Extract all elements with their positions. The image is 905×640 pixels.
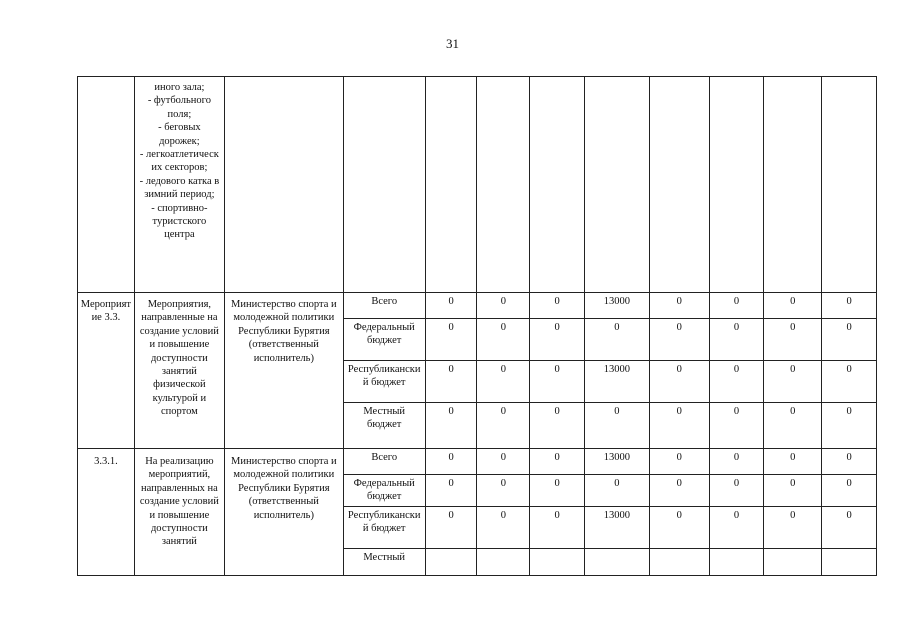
funding-source: Федеральный бюджет	[343, 319, 425, 361]
funding-value: 0	[822, 507, 877, 549]
funding-value: 0	[425, 319, 477, 361]
funding-value: 0	[477, 475, 530, 507]
funding-value: 0	[477, 449, 530, 475]
funding-value	[822, 549, 877, 576]
description-line: - футбольного поля;	[147, 95, 211, 120]
funding-value: 0	[649, 449, 709, 475]
funding-value: 0	[530, 293, 585, 319]
description-line: иного зала;	[154, 82, 205, 93]
funding-value: 0	[709, 319, 764, 361]
measure-name: На реализацию мероприятий, направленных на создание условий и повышение доступности занятий	[134, 449, 224, 576]
funding-value: 13000	[584, 507, 649, 549]
continuation-description	[134, 77, 224, 293]
measure-name: Мероприятия, направленные на создание условий и повышение доступности занятий физической культурой и спортом	[134, 293, 224, 449]
funding-value: 0	[584, 403, 649, 449]
funding-value: 0	[764, 507, 822, 549]
description-line: - легкоатлетическ их секторов;	[139, 149, 219, 174]
funding-value: 0	[649, 319, 709, 361]
funding-value: 0	[530, 475, 585, 507]
measure-executor: Министерство спорта и молодежной политики Республики Бурятия (ответственный исполнитель)	[225, 293, 344, 449]
funding-value: 0	[649, 507, 709, 549]
funding-source: Всего	[343, 293, 425, 319]
empty-cell	[78, 77, 135, 293]
program-table	[77, 76, 877, 576]
empty-cell	[822, 77, 877, 293]
funding-value: 0	[709, 361, 764, 403]
funding-value: 0	[764, 319, 822, 361]
empty-cell	[530, 77, 585, 293]
funding-value	[425, 549, 477, 576]
empty-cell	[477, 77, 530, 293]
funding-value: 0	[530, 449, 585, 475]
funding-source: Всего	[343, 449, 425, 475]
funding-source: Республиканский бюджет	[343, 507, 425, 549]
funding-value: 0	[822, 475, 877, 507]
funding-value: 0	[764, 449, 822, 475]
description-line: - ледового катка в зимний период;	[139, 175, 220, 201]
description-line: - спортивно-туристского центра	[151, 202, 208, 241]
empty-cell	[584, 77, 649, 293]
funding-value: 0	[425, 449, 477, 475]
funding-value: 0	[584, 319, 649, 361]
funding-value	[709, 549, 764, 576]
funding-value: 0	[425, 361, 477, 403]
funding-value: 0	[709, 403, 764, 449]
funding-value: 0	[709, 475, 764, 507]
empty-cell	[225, 77, 344, 293]
empty-cell	[709, 77, 764, 293]
funding-value: 0	[709, 449, 764, 475]
funding-value: 0	[822, 293, 877, 319]
funding-value	[584, 549, 649, 576]
empty-cell	[343, 77, 425, 293]
funding-value: 0	[649, 403, 709, 449]
funding-value: 0	[764, 403, 822, 449]
funding-row	[78, 449, 877, 475]
funding-value: 0	[584, 475, 649, 507]
funding-row	[78, 293, 877, 319]
description-line: - беговых дорожек;	[158, 122, 201, 147]
funding-value	[477, 549, 530, 576]
funding-value: 0	[764, 361, 822, 403]
funding-source: Местный бюджет	[343, 403, 425, 449]
funding-value	[530, 549, 585, 576]
funding-value: 0	[822, 449, 877, 475]
funding-value: 0	[477, 319, 530, 361]
continuation-row	[78, 77, 877, 293]
measure-code: 3.3.1.	[78, 449, 135, 576]
empty-cell	[425, 77, 477, 293]
funding-value: 13000	[584, 449, 649, 475]
funding-value: 0	[530, 361, 585, 403]
funding-value: 0	[709, 293, 764, 319]
funding-source: Республиканский бюджет	[343, 361, 425, 403]
funding-value: 13000	[584, 293, 649, 319]
funding-value: 0	[425, 475, 477, 507]
empty-cell	[764, 77, 822, 293]
funding-value: 0	[477, 403, 530, 449]
funding-source: Федеральный бюджет	[343, 475, 425, 507]
funding-value: 0	[764, 475, 822, 507]
funding-value: 0	[425, 293, 477, 319]
funding-value: 0	[530, 507, 585, 549]
funding-source: Местный	[343, 549, 425, 576]
funding-value: 0	[822, 361, 877, 403]
funding-value	[649, 549, 709, 576]
funding-value: 0	[649, 361, 709, 403]
measure-code: Мероприятие 3.3.	[78, 293, 135, 449]
funding-value: 0	[477, 361, 530, 403]
funding-value: 0	[477, 293, 530, 319]
funding-value: 0	[530, 319, 585, 361]
page-number: 31	[446, 36, 459, 51]
measure-executor: Министерство спорта и молодежной политики Республики Бурятия (ответственный исполнитель)	[225, 449, 344, 576]
funding-value	[764, 549, 822, 576]
funding-value: 0	[425, 403, 477, 449]
empty-cell	[649, 77, 709, 293]
funding-value: 0	[477, 507, 530, 549]
funding-value: 0	[764, 293, 822, 319]
funding-value: 0	[425, 507, 477, 549]
funding-value: 0	[649, 475, 709, 507]
funding-value: 0	[709, 507, 764, 549]
funding-value: 0	[822, 403, 877, 449]
funding-value: 0	[530, 403, 585, 449]
funding-value: 0	[649, 293, 709, 319]
funding-value: 0	[822, 319, 877, 361]
funding-value: 13000	[584, 361, 649, 403]
